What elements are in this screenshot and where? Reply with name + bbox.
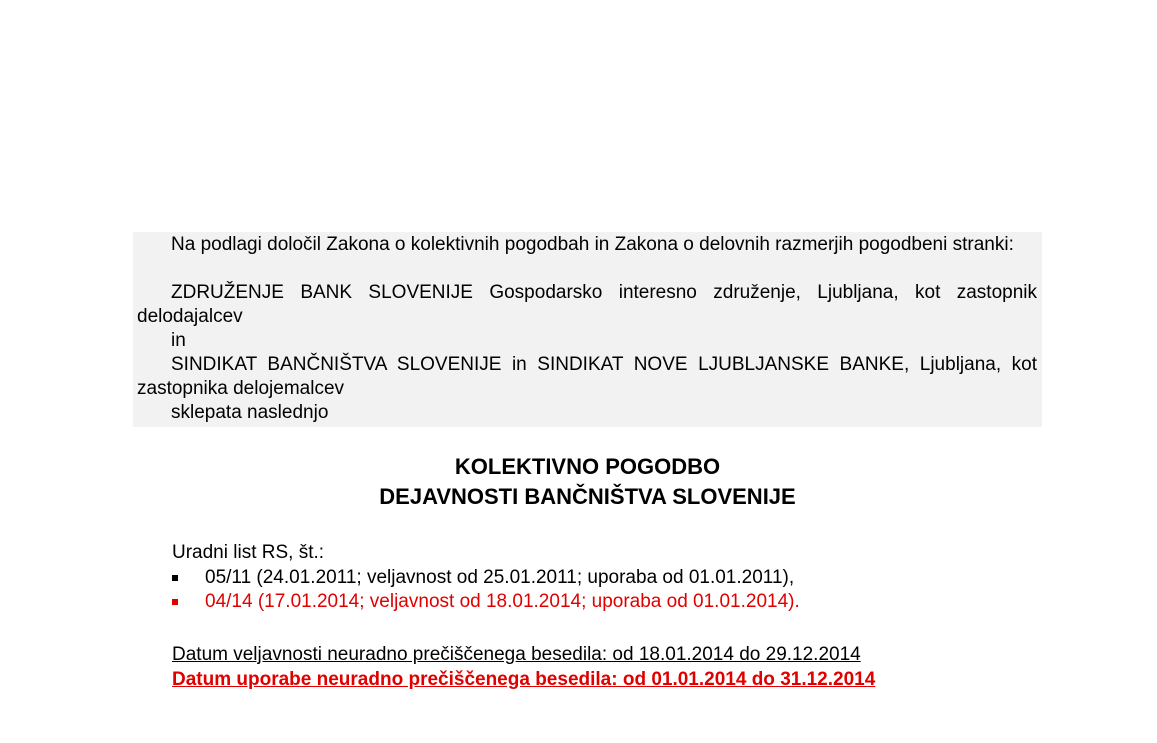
gazette-reference-text: 04/14 (17.01.2014; veljavnost od 18.01.2014; uporaba od 01.01.2014). [205,591,800,612]
bullet-square-icon [172,575,178,581]
validity-date-line: Datum veljavnosti neuradno prečiščenega besedila: od 18.01.2014 do 29.12.2014 [172,644,861,665]
gazette-reference-item [172,566,800,590]
preamble-legal-basis: Na podlagi določil Zakona o kolektivnih pogodbah in Zakona o delovnih razmerjih pogodbeni stranki: [171,234,1014,255]
gazette-label: Uradni list RS, št.: [172,542,325,563]
preamble-union-party: SINDIKAT BANČNIŠTVA SLOVENIJE in SINDIKAT NOVE LJUBLJANSKE BANKE, Ljubljana, kot zastopnika delojemalcev [137,354,1037,399]
bullet-square-icon [172,599,178,605]
gazette-reference-item [172,590,800,614]
preamble-conclusion: sklepata naslednjo [171,402,329,423]
preamble-employer-party: ZDRUŽENJE BANK SLOVENIJE Gospodarsko interesno združenje, Ljubljana, kot zastopnik delodajalcev [137,282,1037,327]
usage-date-line: Datum uporabe neuradno prečiščenega besedila: od 01.01.2014 do 31.12.2014 [172,669,876,690]
gazette-reference-text: 05/11 (24.01.2011; veljavnost od 25.01.2011; uporaba od 01.01.2011), [205,567,795,588]
document-subtitle: DEJAVNOSTI BANČNIŠTVA SLOVENIJE [379,484,796,509]
gazette-reference-list [172,566,800,614]
document-title: KOLEKTIVNO POGODBO [454,454,721,479]
preamble-conjunction: in [171,330,186,351]
